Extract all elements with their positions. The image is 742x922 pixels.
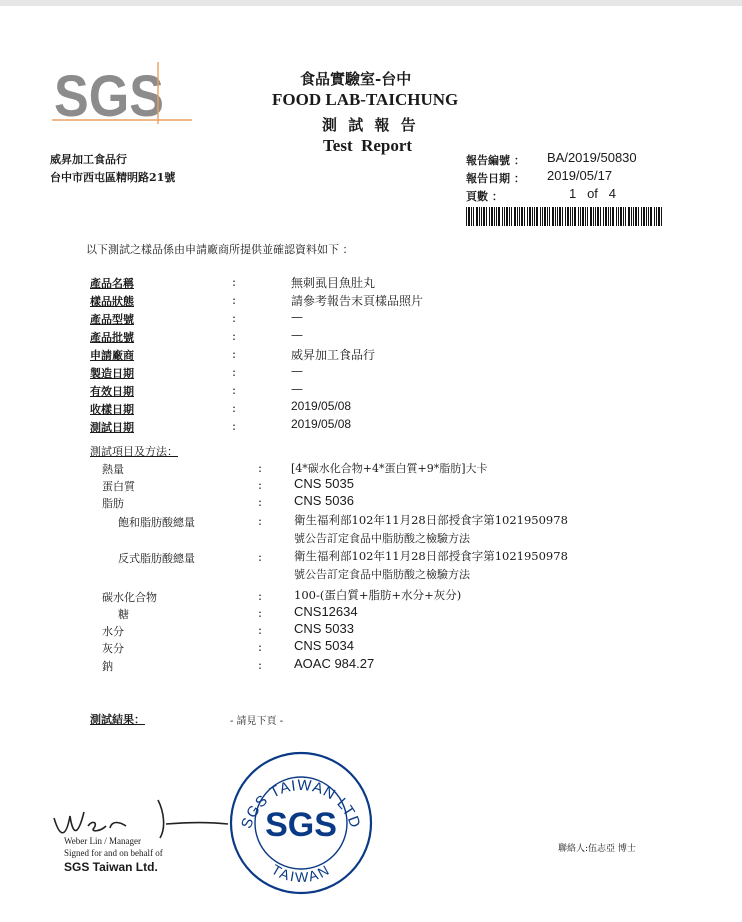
colon: : <box>232 293 237 307</box>
report-title-zh: 測 試 報 告 <box>322 116 419 134</box>
sample-value: 請參考報告末頁樣品照片 <box>291 294 424 308</box>
report-title-en: Test Report <box>323 136 413 155</box>
colon: : <box>232 419 237 433</box>
colon: : <box>232 311 237 325</box>
svg-text:SGS: SGS <box>265 806 337 844</box>
sample-value: 威昇加工食品行 <box>291 348 376 362</box>
report-number-label: 報告編號 ： <box>466 154 525 167</box>
page-count-label: 頁數 ： <box>466 190 503 203</box>
sample-value: 2019/05/08 <box>291 417 352 431</box>
colon: : <box>258 640 263 654</box>
intro-text: 以下測試之樣品係由申請廠商所提供並確認資料如下 ： <box>86 243 354 256</box>
method-detail: 號公告訂定食品中脂肪酸之檢驗方法 <box>294 568 470 581</box>
colon: : <box>232 275 237 289</box>
colon: : <box>258 550 263 564</box>
sample-label: 樣品狀態 <box>90 295 134 308</box>
sample-value: — <box>291 382 303 396</box>
sample-value: — <box>291 328 303 342</box>
sample-value: — <box>291 364 303 378</box>
signer-company: SGS Taiwan Ltd. <box>64 860 158 874</box>
sample-label: 有效日期 <box>90 385 134 398</box>
method-item: 灰分 <box>102 642 124 655</box>
sample-value: 無刺虱目魚肚丸 <box>291 276 376 290</box>
colon: : <box>258 478 263 492</box>
barcode <box>466 207 664 226</box>
method-detail: CNS 5033 <box>294 621 354 636</box>
colon: : <box>258 623 263 637</box>
svg-text:TAIWAN: TAIWAN <box>268 861 334 886</box>
method-detail: CNS 5034 <box>294 638 354 653</box>
sgs-logo <box>52 62 192 124</box>
report-date-value: 2019/05/17 <box>547 168 613 183</box>
method-detail: 衛生福利部102年11月28日部授食字第1021950978 <box>294 549 568 563</box>
client-address: 台中市西屯區精明路21號 <box>50 171 176 184</box>
signed-for: Signed for and on behalf of <box>64 848 163 858</box>
contact-person: 聯絡人:伍志亞 博士 <box>558 844 636 854</box>
method-item: 飽和脂肪酸總量 <box>118 516 195 529</box>
colon: : <box>258 606 263 620</box>
sample-label: 製造日期 <box>90 367 134 380</box>
svg-text:SGS TAIWAN LTD: SGS TAIWAN LTD <box>238 776 364 831</box>
method-item: 反式脂肪酸總量 <box>118 552 195 565</box>
colon: : <box>258 461 263 475</box>
signer-title: Weber Lin / Manager <box>64 836 141 846</box>
report-date-label: 報告日期 ： <box>466 172 525 185</box>
sample-label: 產品批號 <box>90 331 134 344</box>
sample-label: 收樣日期 <box>90 403 134 416</box>
method-detail: AOAC 984.27 <box>294 656 375 671</box>
method-detail: CNS 5035 <box>294 476 354 491</box>
client-name: 威昇加工食品行 <box>50 153 127 166</box>
method-item: 鈉 <box>102 660 113 673</box>
lab-name-zh: 食品實驗室-台中 <box>300 70 412 88</box>
report-number-value: BA/2019/50830 <box>547 150 637 165</box>
sample-value: 2019/05/08 <box>291 399 352 413</box>
method-detail: CNS 5036 <box>294 493 354 508</box>
method-detail: 100-(蛋白質+脂肪+水分+灰分) <box>294 588 462 602</box>
sample-label: 申請廠商 <box>90 349 134 362</box>
method-item: 水分 <box>102 625 124 638</box>
lab-name-en: FOOD LAB-TAICHUNG <box>272 90 459 109</box>
colon: : <box>232 383 237 397</box>
method-detail: 衛生福利部102年11月28日部授食字第1021950978 <box>294 513 568 527</box>
svg-text:SGS: SGS <box>54 64 164 124</box>
colon: : <box>232 347 237 361</box>
method-detail: 號公告訂定食品中脂肪酸之檢驗方法 <box>294 532 470 545</box>
colon: : <box>258 495 263 509</box>
colon: : <box>232 365 237 379</box>
colon: : <box>232 329 237 343</box>
method-item: 糖 <box>118 608 129 621</box>
method-item: 脂肪 <box>102 497 124 510</box>
methods-heading: 測試項目及方法： <box>90 445 178 458</box>
colon: : <box>258 589 263 603</box>
signature <box>40 792 240 842</box>
colon: : <box>258 658 263 672</box>
method-detail: CNS12634 <box>294 604 358 619</box>
colon: : <box>258 514 263 528</box>
method-item: 蛋白質 <box>102 480 135 493</box>
page-count-value: 1 of 4 <box>569 186 616 201</box>
sample-label: 測試日期 <box>90 421 134 434</box>
method-item: 熱量 <box>102 463 124 476</box>
top-bar <box>0 0 742 6</box>
sgs-seal <box>226 748 376 898</box>
method-detail: [4*碳水化合物+4*蛋白質+9*脂肪]大卡 <box>291 462 488 475</box>
colon: : <box>232 401 237 415</box>
sample-label: 產品型號 <box>90 313 134 326</box>
results-label: 測試結果： <box>90 713 145 726</box>
sample-label: 產品名稱 <box>90 277 134 290</box>
method-item: 碳水化合物 <box>102 591 157 604</box>
results-value: - 請見下頁 - <box>230 716 284 727</box>
sample-value: — <box>291 310 303 324</box>
